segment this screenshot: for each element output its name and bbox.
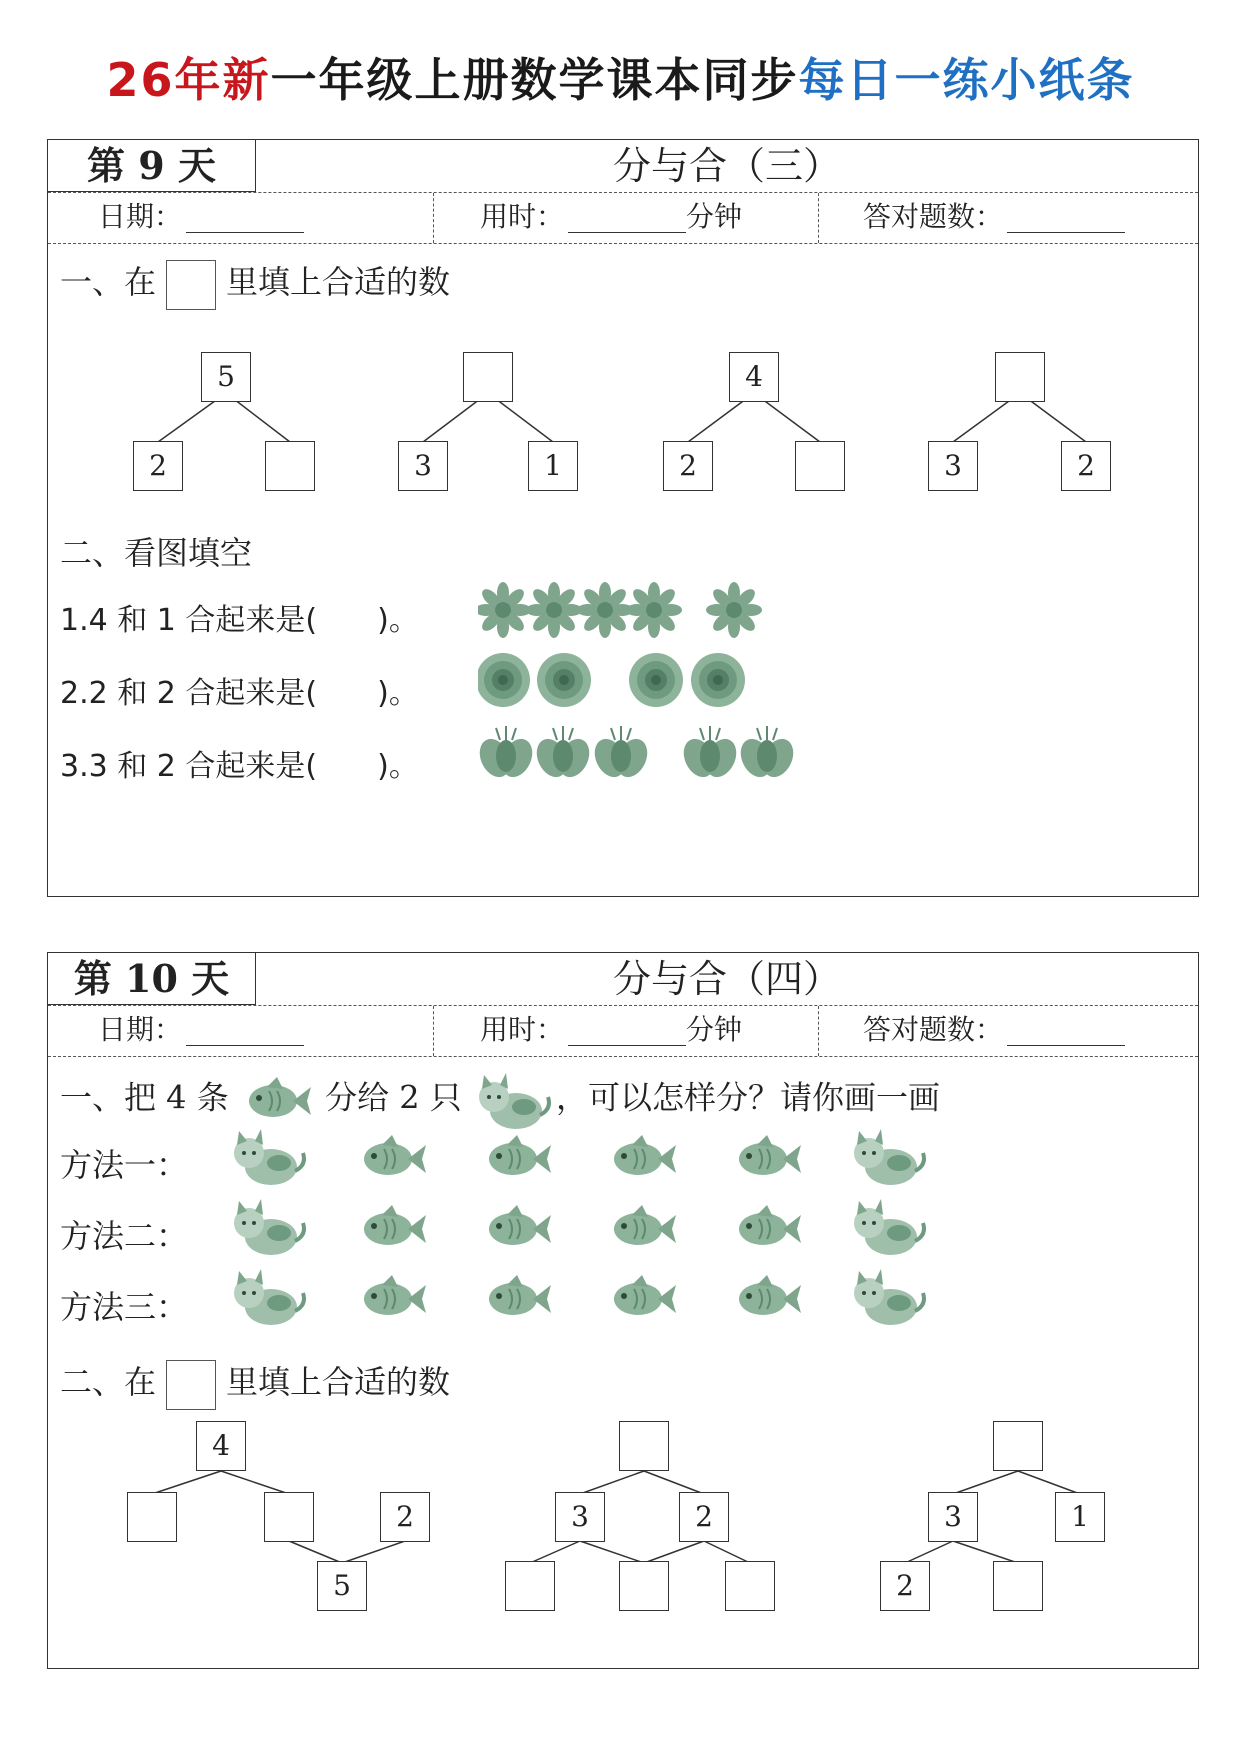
daisy-group xyxy=(478,582,762,638)
picture-area xyxy=(478,580,898,810)
treeA-blank-1[interactable] xyxy=(127,1492,177,1542)
topic-title: 分与合（四） xyxy=(612,957,841,1001)
section-1-part2: 分给 2 只 xyxy=(325,1078,462,1117)
question-1: 1.4 和 1 合起来是( )。 xyxy=(60,603,419,638)
treeB-top-blank[interactable] xyxy=(619,1421,669,1471)
tree-lines xyxy=(48,953,1198,1663)
method-3-label: 方法三： xyxy=(60,1288,189,1326)
tree2-left: 3 xyxy=(398,441,448,491)
time-label: 用时： xyxy=(480,1013,565,1046)
tree1-right-blank[interactable] xyxy=(265,441,315,491)
treeB-left: 3 xyxy=(555,1492,605,1542)
tree4-right: 2 xyxy=(1061,441,1111,491)
tree4-top-blank[interactable] xyxy=(995,352,1045,402)
topic-title: 分与合（三） xyxy=(612,144,841,188)
treeA-top: 4 xyxy=(196,1421,246,1471)
date-label: 日期： xyxy=(98,1013,183,1046)
day-label: 第 9 天 xyxy=(48,140,256,192)
time-unit: 分钟 xyxy=(686,200,743,233)
tree4-left: 3 xyxy=(928,441,978,491)
treeB-bottom-blank-1[interactable] xyxy=(505,1561,555,1611)
title-part-dark: 一年级上册数学课本同步 xyxy=(270,53,799,107)
correct-label: 答对题数： xyxy=(863,200,1004,233)
page-title xyxy=(0,44,1241,110)
time-unit: 分钟 xyxy=(686,1013,743,1046)
section-1-pre: 一、在 xyxy=(60,263,157,301)
method-1-label: 方法一： xyxy=(60,1146,189,1184)
frog-group xyxy=(478,726,799,782)
section-1-post: 里填上合适的数 xyxy=(226,263,451,301)
treeC-left: 3 xyxy=(928,1492,978,1542)
section-2-heading: 二、看图填空 xyxy=(60,534,253,572)
day-10-card xyxy=(47,952,1199,1669)
treeC-bottom-left: 2 xyxy=(880,1561,930,1611)
tree-lines xyxy=(48,140,1198,540)
section-2-post: 里填上合适的数 xyxy=(226,1363,451,1401)
treeA-right: 2 xyxy=(380,1492,430,1542)
treeC-top-blank[interactable] xyxy=(993,1421,1043,1471)
tree3-left: 2 xyxy=(663,441,713,491)
tree3-top: 4 xyxy=(729,352,779,402)
time-label: 用时： xyxy=(480,200,565,233)
treeB-bottom-blank-3[interactable] xyxy=(725,1561,775,1611)
section-1-part1: 一、把 4 条 xyxy=(60,1078,229,1117)
tree2-right: 1 xyxy=(528,441,578,491)
section-2-pre: 二、在 xyxy=(60,1363,157,1401)
question-2: 2.2 和 2 合起来是( )。 xyxy=(60,676,419,711)
date-label: 日期： xyxy=(98,200,183,233)
day-label: 第 10 天 xyxy=(48,953,256,1005)
tree1-left: 2 xyxy=(133,441,183,491)
treeB-right: 2 xyxy=(679,1492,729,1542)
correct-label: 答对题数： xyxy=(863,1013,1004,1046)
section-1-part3: ，可以怎样分？请你画一画 xyxy=(555,1078,940,1117)
method-2-label: 方法二： xyxy=(60,1217,189,1255)
treeC-bottom-blank[interactable] xyxy=(993,1561,1043,1611)
tree1-top: 5 xyxy=(201,352,251,402)
treeA-bottom: 5 xyxy=(317,1561,367,1611)
day-9-card xyxy=(47,139,1199,897)
treeA-blank-2[interactable] xyxy=(264,1492,314,1542)
treeC-right: 1 xyxy=(1055,1492,1105,1542)
tree3-right-blank[interactable] xyxy=(795,441,845,491)
tree2-top-blank[interactable] xyxy=(463,352,513,402)
rose-group xyxy=(478,653,745,707)
question-3: 3.3 和 2 合起来是( )。 xyxy=(60,749,419,784)
title-part-blue: 每日一练小纸条 xyxy=(798,53,1135,107)
title-part-red: 26年新 xyxy=(106,53,271,107)
treeB-bottom-blank-2[interactable] xyxy=(619,1561,669,1611)
